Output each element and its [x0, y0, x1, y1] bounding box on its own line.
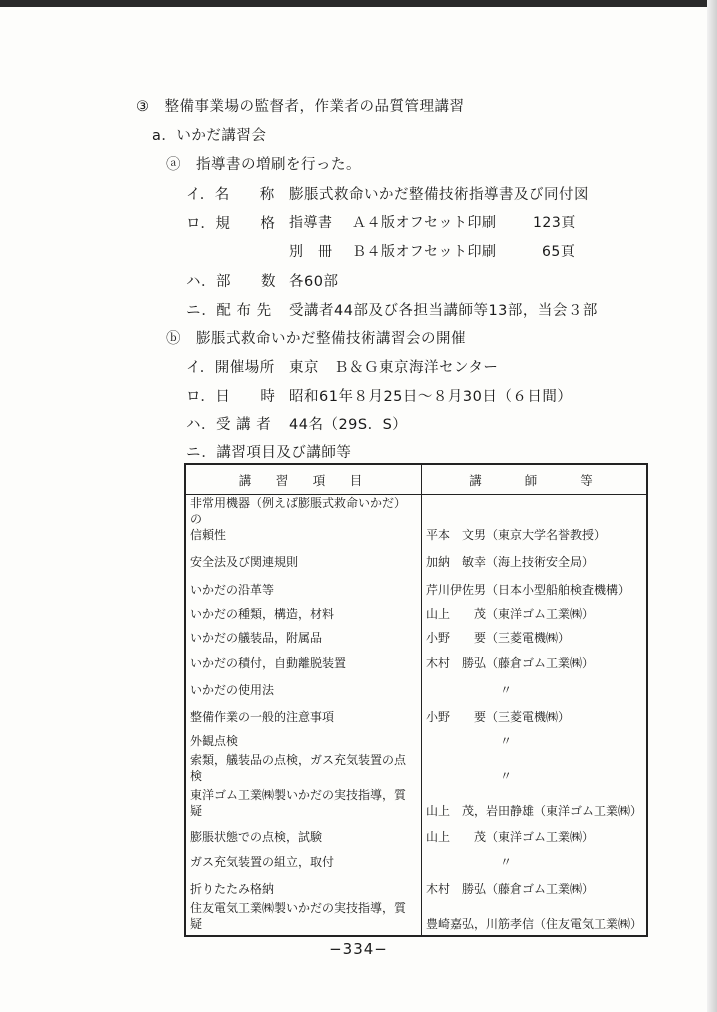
spec-row2-format: Ｂ４版オフセット印刷: [352, 244, 497, 260]
lecture-subject: 整備作業の一般的注意事項: [185, 701, 421, 728]
table-row: [185, 848, 647, 873]
header-subject: 講 習 項 目: [185, 464, 421, 495]
table-row: [185, 495, 647, 547]
table-row: [185, 701, 647, 728]
section-heading: ③ 整備事業場の監督者，作業者の品質管理講習: [136, 99, 465, 115]
scan-top-border: [0, 0, 717, 7]
lecture-table: [184, 463, 648, 937]
lecture-subject: 外観点検: [185, 728, 421, 752]
lecture-lecturer: 小野 要（三菱電機㈱）: [425, 631, 570, 645]
spec-row2-pages: 65頁: [542, 244, 576, 260]
item-a-title: ⓐ 指導書の増刷を行った。: [166, 157, 361, 173]
lecture-subject: 安全法及び関連規則: [185, 546, 421, 573]
lecture-subject: 住友電気工業㈱製いかだの実技指導，質疑: [185, 900, 421, 936]
header-lecturer: 講 師 等: [421, 464, 647, 495]
table-row: [185, 873, 647, 900]
lecture-lecturer: 〃: [499, 769, 512, 783]
item-b-date-value: 昭和61年８月25日〜８月30日（６日間）: [289, 389, 573, 405]
subsection-a-title: a．いかだ講習会: [152, 128, 267, 144]
lecture-lecturer: 〃: [499, 683, 512, 697]
item-a-distribution-label: ニ．配 布 先: [186, 303, 272, 319]
table-row: [185, 546, 647, 573]
table-row: [185, 573, 647, 601]
table-row: [185, 900, 647, 936]
lecture-lecturer: 木村 勝弘（藤倉ゴム工業㈱）: [425, 656, 594, 670]
spec-row1-format: Ａ４版オフセット印刷: [352, 215, 497, 231]
table-row: [185, 674, 647, 701]
table-header-row: [185, 464, 647, 495]
lecture-subject: いかだの使用法: [185, 674, 421, 701]
lecture-subject: 索類，艤装品の点検，ガス充気装置の点検: [185, 752, 421, 787]
item-b-attendees-value: 44名（29S．S）: [289, 417, 408, 433]
lecture-lecturer: 木村 勝弘（藤倉ゴム工業㈱）: [425, 882, 594, 896]
table-row: [185, 822, 647, 848]
lecture-subject: 東洋ゴム工業㈱製いかだの実技指導，質疑: [185, 787, 421, 822]
lecture-subject: いかだの艤装品，附属品: [185, 625, 421, 649]
scan-right-edge: [707, 0, 717, 1012]
table-row: [185, 752, 647, 787]
spec-row2-name: 別 冊: [289, 244, 333, 260]
table-row: [185, 649, 647, 674]
item-a-copies-label: ハ．部 数: [186, 274, 276, 290]
lecture-lecturer: 芹川伊佐男（日本小型船舶検査機構）: [425, 583, 630, 597]
table-row: [185, 601, 647, 625]
lecture-lecturer: 山上 茂（東洋ゴム工業㈱）: [425, 607, 594, 621]
lecture-lecturer: 加納 敏幸（海上技術安全局）: [425, 555, 594, 569]
table-row: [185, 625, 647, 649]
item-a-name-value: 膨脹式救命いかだ整備技術指導書及び同付図: [289, 187, 589, 203]
spec-row1-name: 指導書: [289, 215, 333, 231]
lecture-subject: いかだの積付，自動離脱装置: [185, 649, 421, 674]
item-b-venue-value: 東京 Ｂ＆Ｇ東京海洋センター: [289, 360, 499, 376]
item-a-copies-value: 各60部: [289, 274, 339, 290]
lecture-lecturer: 小野 要（三菱電機㈱）: [425, 710, 570, 724]
lecture-subject: 膨脹状態での点検，試験: [185, 822, 421, 848]
spec-row1-pages: 123頁: [533, 215, 576, 231]
page-number: −334−: [329, 940, 388, 958]
lecture-subject: ガス充気装置の組立，取付: [185, 848, 421, 873]
lecture-lecturer: 〃: [499, 734, 512, 748]
table-body: [185, 495, 647, 937]
lecture-lecturer: 〃: [499, 855, 512, 869]
item-a-distribution-value: 受講者44部及び各担当講師等13部，当会３部: [289, 303, 598, 319]
lecture-subject: いかだの種類，構造，材料: [185, 601, 421, 625]
lecture-lecturer: 豊崎嘉弘，川筋孝信（住友電気工業㈱）: [425, 917, 642, 931]
lecture-subject: 折りたたみ格納: [185, 873, 421, 900]
item-b-venue-label: イ．開催場所: [186, 360, 275, 376]
table-row: [185, 787, 647, 822]
lecture-lecturer: 山上 茂（東洋ゴム工業㈱）: [425, 830, 594, 844]
table-row: [185, 728, 647, 752]
lecture-subject: いかだの沿革等: [185, 573, 421, 601]
lecture-lecturer: 山上 茂，岩田静雄（東洋ゴム工業㈱）: [425, 804, 642, 818]
lecture-lecturer: 平本 文男（東京大学名誉教授）: [425, 528, 606, 542]
item-b-attendees-label: ハ．受 講 者: [186, 417, 272, 433]
item-a-spec-label: ロ．規 格: [186, 216, 276, 232]
item-b-topics-label: ニ．講習項目及び講師等: [186, 445, 352, 461]
item-b-title: ⓑ 膨脹式救命いかだ整備技術講習会の開催: [166, 331, 466, 347]
item-b-date-label: ロ．日 時: [186, 389, 276, 405]
lecture-subject: 非常用機器（例えば膨脹式救命いかだ）の 信頼性: [185, 495, 421, 547]
item-a-name-label: イ．名 称: [186, 187, 275, 203]
